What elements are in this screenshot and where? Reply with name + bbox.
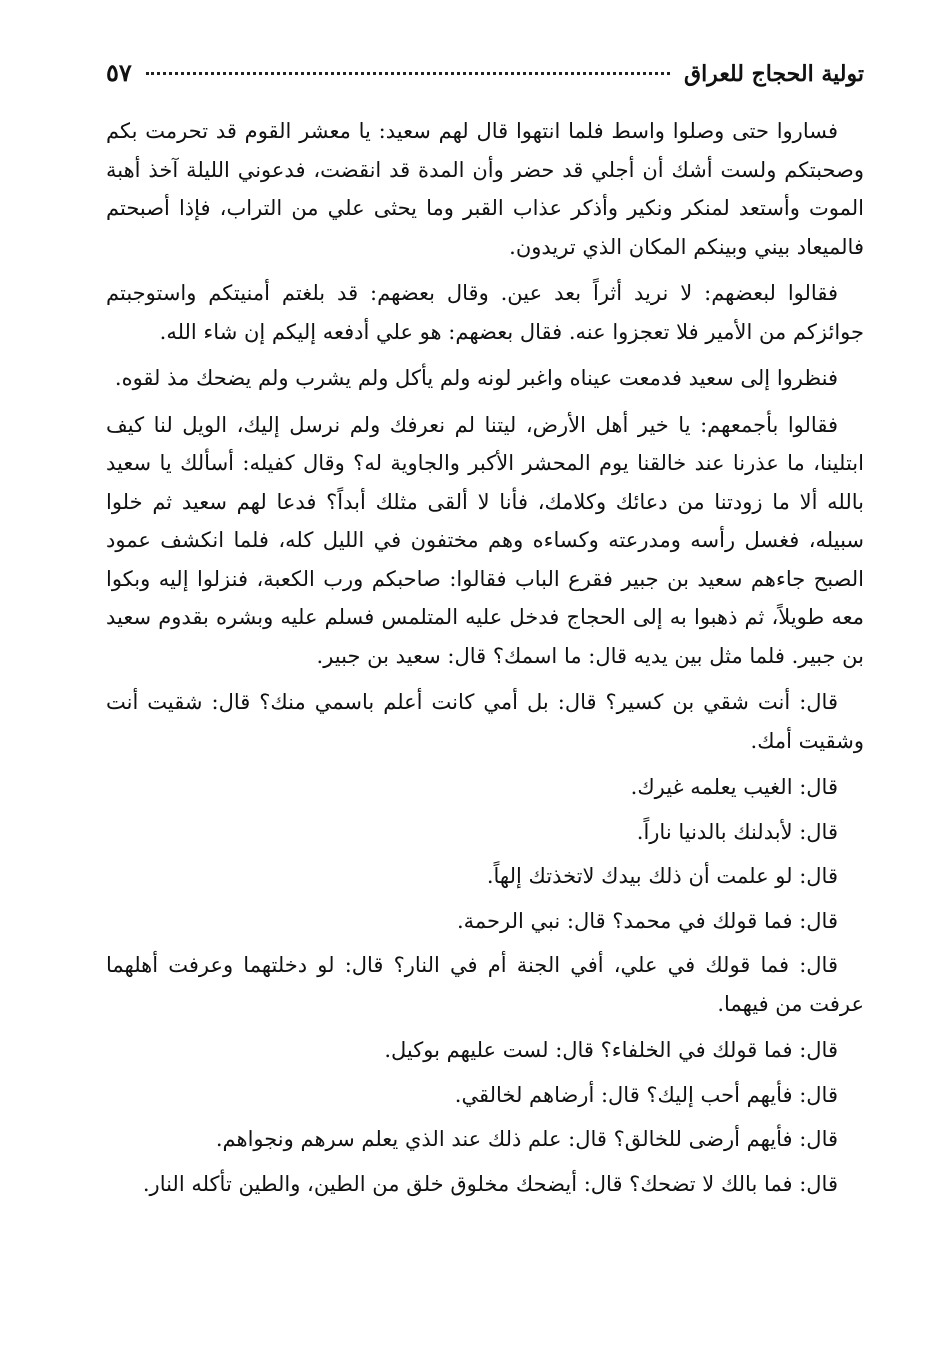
paragraph: فقالوا لبعضهم: لا نريد أثراً بعد عين. وقال بعضهم: قد بلغتم أمنيتكم واستوجبتم جوائزكم من الأمير فلا تعجزوا عنه. فقال بعضهم: هو علي أدفعه إليكم إن شاء الله. <box>106 281 864 344</box>
chapter-title: تولية الحجاج للعراق <box>684 61 864 87</box>
paragraph: قال: فما قولك في الخلفاء؟ قال: لست عليهم بوكيل. <box>384 1038 838 1062</box>
paragraph: قال: أنت شقي بن كسير؟ قال: بل أمي كانت أعلم باسمي منك؟ قال: شقيت أنت وشقيت أمك. <box>106 690 864 753</box>
paragraph: قال: الغيب يعلمه غيرك. <box>630 775 838 799</box>
paragraph: قال: فأيهم أحب إليك؟ قال: أرضاهم لخالقي. <box>454 1082 838 1107</box>
paragraph: فساروا حتى وصلوا واسط فلما انتهوا قال لهم سعيد: يا معشر القوم قد تحرمت بكم وصحبتكم ولست أشك أن أجلي قد حضر وأن المدة قد انقضت، فدعوني الليلة آخذ أهبة الموت وأستعد لمنكر ونكير وأذكر عذاب القبر وما يحثى علي من التراب، فإذا أصبحتم فالميعاد بيني وبينكم المكان الذي تريدون. <box>106 119 864 259</box>
body-text <box>106 112 864 1203</box>
page-number: ٥٧ <box>106 58 132 87</box>
paragraph: قال: فما قولك في محمد؟ قال: نبي الرحمة. <box>456 908 838 933</box>
paragraph: قال: لأبدلنك بالدنيا ناراً. <box>636 819 838 844</box>
running-header <box>106 58 864 100</box>
paragraph: فنظروا إلى سعيد فدمعت عيناه واغبر لونه ولم يأكل ولم يشرب ولم يضحك مذ لقوه. <box>114 366 838 390</box>
book-page <box>106 58 864 1209</box>
paragraph: قال: لو علمت أن ذلك بيدك لاتخذتك إلهاً. <box>486 864 838 888</box>
dotted-leader <box>146 72 670 75</box>
paragraph: قال: فأيهم أرضى للخالق؟ قال: علم ذلك عند الذي يعلم سرهم ونجواهم. <box>215 1127 838 1151</box>
paragraph: فقالوا بأجمعهم: يا خير أهل الأرض، ليتنا لم نعرفك ولم نرسل إليك، الويل لنا كيف ابتلينا، ما عذرنا عند خالقنا يوم المحشر الأكبر والجاوية له؟ وقال كفيله: أسألك يا سعيد بالله ألا ما زودتنا من دعائك وكلامك، فأنا لا ألقى مثلك أبداً؟ فدعا لهم سعيد ثم خلوا سبيله، فغسل رأسه ومدرعته وكساءه وهم مختفون في الليل كله، فلما انكشف عمود الصبح جاءهم سعيد بن جبير فقرع الباب فقالوا: صاحبكم ورب الكعبة، فنزلوا إليه وبكوا معه طويلاً، ثم ذهبوا به إلى الحجاج فدخل عليه المتلمس فسلم عليه وبشره بقدوم سعيد بن جبير. فلما مثل بين يديه قال: ما اسمك؟ قال: سعيد بن جبير. <box>106 412 864 668</box>
paragraph: قال: فما قولك في علي، أفي الجنة أم في النار؟ قال: لو دخلتهما وعرفت أهلهما عرفت من فيهما. <box>106 953 864 1016</box>
paragraph: قال: فما بالك لا تضحك؟ قال: أيضحك مخلوق خلق من الطين، والطين تأكله النار. <box>142 1171 838 1196</box>
